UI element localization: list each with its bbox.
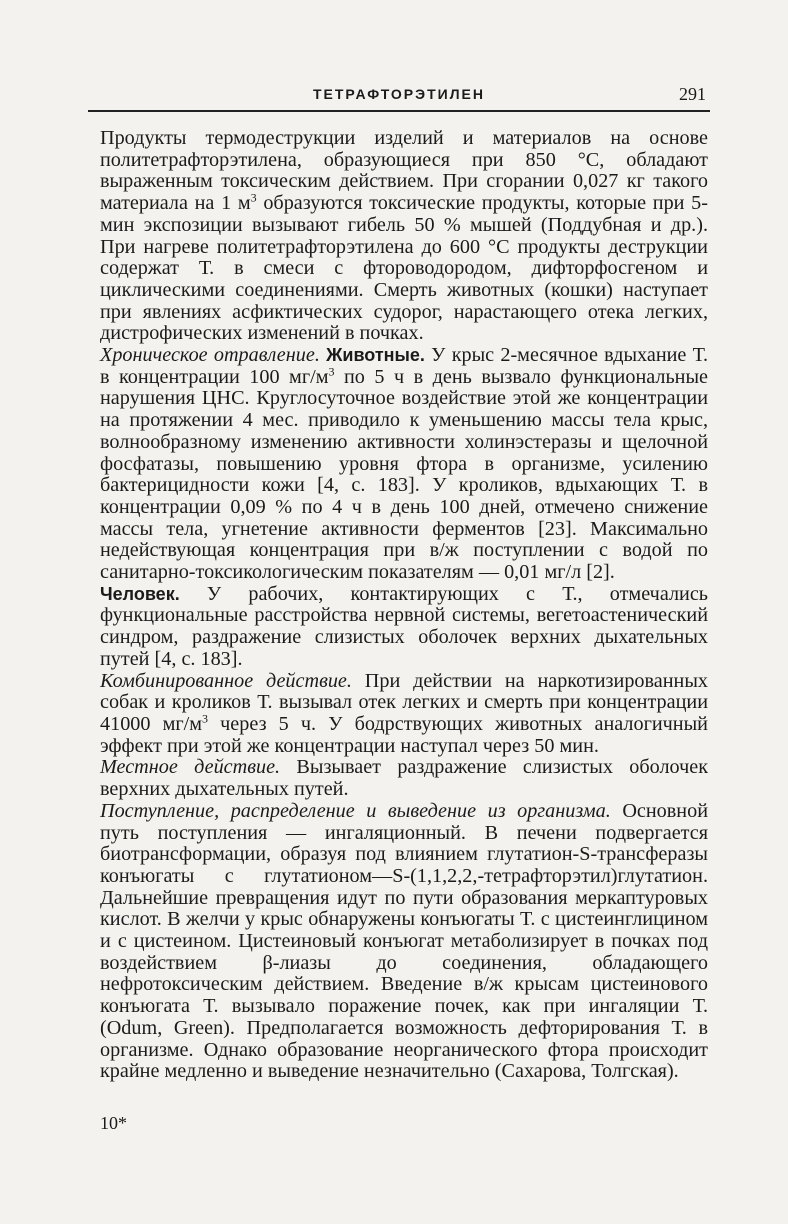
superscript: 3	[202, 711, 209, 726]
paragraph-local-action	[100, 757, 708, 800]
page-header	[88, 80, 710, 112]
paragraph-human	[100, 584, 708, 671]
text-run: Вызывает раздражение слизистых оболочек верхних дыхательных путей.	[100, 756, 709, 801]
superscript: 3	[250, 190, 257, 205]
text-run: по 5 ч в день вызвало функциональные нарушения ЦНС. Круглосуточное воздействие этой же концентрации на протяжении 4 мес. приводило к уменьшению массы тела крыс, волнообразному изменению активности холинэстеразы и щелочной фосфатазы, повышению уровня фтора в организме, усилению бактерицидности кожи [4, с. 183]. У кроликов, вдыхающих Т. в концентрации 0,09 % по 4 ч в день 100 дней, отмечено снижение массы тела, угнетение активности ферментов [23]. Максимально недействующая концентрация при в/ж поступлении с водой по санитарно-токсикологическим показателям — 0,01 мг/л [2].	[100, 365, 709, 584]
section-lead-chronic: Хроническое отравление.	[100, 344, 320, 367]
text-run: Основной путь поступления — ингаляционный. В печени подвергается биотрансформации, образуя под влиянием глутатион-S-трансферазы конъюгаты с глутатионом—S-(1,1,2,2,-тетрафторэтил)глутатион. Дальнейшие превращения идут по пути образования меркаптуровых кислот. В желчи у крыс обнаружены конъюгаты Т. с цистеинглицином и с цистеином. Цистеиновый конъюгат метаболизирует в почках под воздействием β-лиазы до соединения, обладающего нефротоксическим действием. Введение в/ж крысам цистеинового конъюгата Т. вызывало поражение почек, как при ингаляции Т. (Odum, Green). Предполагается возможность дефторирования Т. в организме. Однако образование неорганического фтора происходит крайне медленно и выведение незначительно (Сахарова, Толгская).	[100, 799, 708, 1083]
text-run: через 5 ч. У бодрствующих животных аналогичный эффект при этой же концентрации наступал через 50 мин.	[100, 712, 708, 757]
section-lead-distribution: Поступление, распределение и выведение из организма.	[100, 799, 611, 822]
subheading-human: Человек.	[100, 583, 180, 604]
superscript: 3	[328, 364, 335, 378]
paragraph-chronic-poisoning	[100, 345, 708, 584]
paragraph-combustion-products	[100, 128, 708, 345]
subheading-animals: Животные.	[326, 345, 425, 366]
text-run: Продукты термодеструкции изделий и материалов на основе политетрафторэтилена, образующиеся при 850 °С, обладают выраженным токсическим действием. При сгорании 0,027 кг такого материала на 1 м	[100, 127, 708, 215]
text-run: У крыс 2-месячное вдыхание Т. в концентрации 100 мг/м	[100, 344, 708, 388]
paragraph-distribution	[100, 801, 708, 1083]
signature-mark: 10*	[100, 1113, 127, 1133]
text-run: образуются токсические продукты, которые при 5-мин экспозиции вызывают гибель 50 % мышей (Поддубная и др.). При нагреве политетрафторэтилена до 600 °С продукты деструкции содержат Т. в смеси с фтороводородом, дифторфосгеном и циклическими соединениями. Смерть животных (кошки) наступает при явлениях асфиктических судорог, нарастающего отека легких, дистрофических изменений в почках.	[100, 192, 708, 345]
running-title: ТЕТРАФТОРЭТИЛЕН	[312, 86, 485, 102]
text-run: При действии на наркотизированных собак и кроликов Т. вызывал отек легких и смерть при концентрации 41000 мг/м	[100, 669, 708, 735]
text-run: У рабочих, контактирующих с Т., отмечались функциональные расстройства нервной системы, вегетоастенический синдром, раздражение слизистых оболочек верхних дыхательных путей [4, с. 183].	[100, 582, 708, 670]
body-text	[100, 128, 708, 1083]
section-lead-local: Местное действие.	[100, 756, 281, 779]
paragraph-combined-action	[100, 671, 708, 758]
page-number: 291	[679, 84, 706, 104]
section-lead-combined: Комбинированное действие.	[100, 669, 352, 692]
